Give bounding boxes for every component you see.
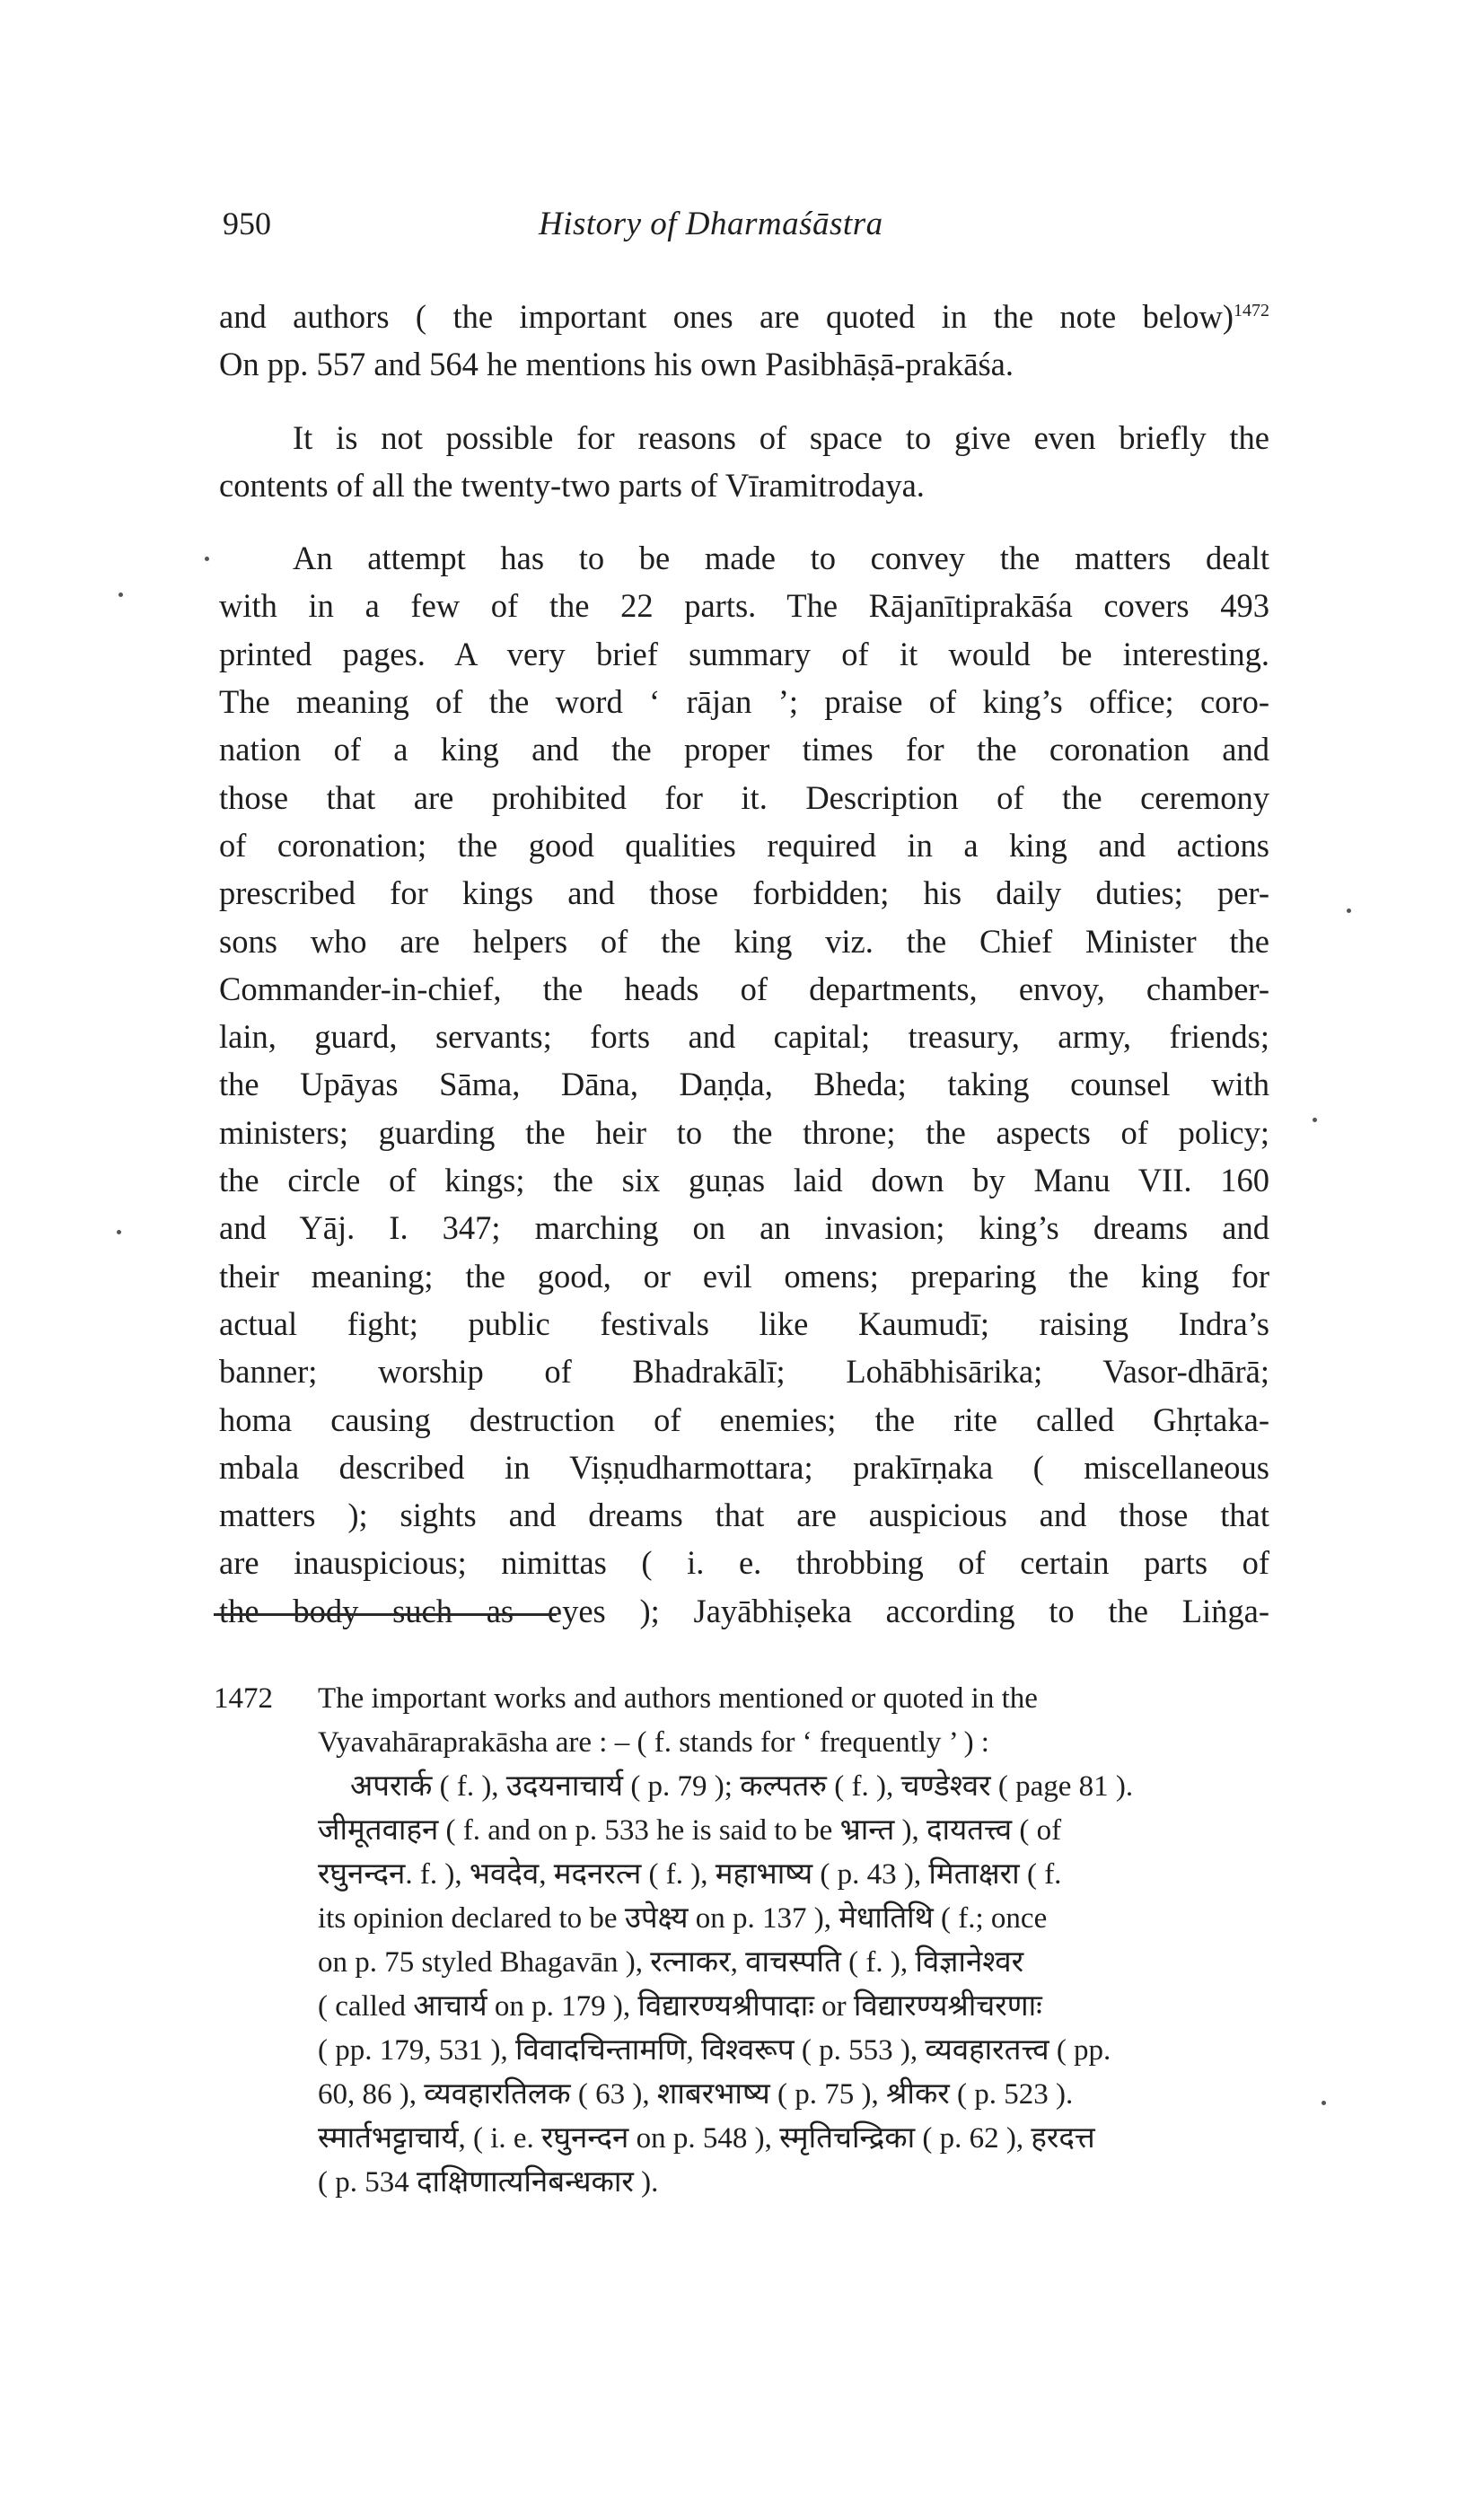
text-line: with in a few of the 22 parts. The Rājanītiprakāśa covers 493 xyxy=(219,587,1269,625)
text-line: and Yāj. I. 347; marching on an invasion; king’s dreams and xyxy=(219,1209,1269,1247)
scan-speck xyxy=(205,557,209,561)
footnote-line: जीमूतवाहन ( f. and on p. 533 he is said to be भ्रान्त ), दायतत्त्व ( of xyxy=(318,1814,1062,1847)
scan-speck xyxy=(119,593,123,597)
text-line: actual fight; public festivals like Kaumudī; raising Indra’s xyxy=(219,1304,1269,1342)
text-line: An attempt has to be made to convey the matters dealt xyxy=(293,540,1269,577)
paragraph-1 xyxy=(219,293,1269,389)
footnote-line: ( p. 534 दाक्षिणात्यनिबन्धकार ). xyxy=(318,2166,659,2199)
scan-speck xyxy=(1313,1118,1317,1122)
text-line: homa causing destruction of enemies; the rite called Ghṛtaka- xyxy=(219,1400,1269,1438)
footnote-line: रघुनन्दन. f. ), भवदेव, मदनरत्न ( f. ), महाभाष्य ( p. 43 ), मिताक्षरा ( f. xyxy=(318,1858,1062,1891)
scan-speck xyxy=(1347,909,1351,913)
paragraph-2 xyxy=(219,414,1269,510)
footnote-line: on p. 75 styled Bhagavān ), रत्नाकर, वाचस्पति ( f. ), विज्ञानेश्वर xyxy=(318,1946,1024,1979)
text-line: of coronation; the good qualities required in a king and actions xyxy=(219,826,1269,864)
text-line: mbala described in Viṣṇudharmottara; prakīrṇaka ( miscellaneous xyxy=(219,1448,1269,1486)
running-title: History of Dharmaśāstra xyxy=(539,206,883,242)
text-line: The meaning of the word ‘ rājan ’; praise of king’s office; coro- xyxy=(219,683,1269,721)
paragraph-3 xyxy=(219,534,1269,1635)
text-line: lain, guard, servants; forts and capital; treasury, army, friends; xyxy=(219,1018,1269,1056)
text-line: banner; worship of Bhadrakālī; Lohābhisārika; Vasor-dhārā; xyxy=(219,1353,1269,1391)
scan-speck xyxy=(1322,2101,1326,2105)
footnote-line: Vyavahāraprakāsha are : – ( f. stands for ‘ frequently ’ ) : xyxy=(318,1726,989,1759)
text-line: nation of a king and the proper times for the coronation and xyxy=(219,731,1269,768)
scan-speck xyxy=(117,1230,121,1234)
footnote-line: स्मार्तभट्टाचार्य, ( i. e. रघुनन्दन on p. 548 ), स्मृतिचन्द्रिका ( p. 62 ), हरदत्त xyxy=(318,2122,1095,2155)
text-line: those that are prohibited for it. Description of the ceremony xyxy=(219,778,1269,816)
footnote-body xyxy=(318,1677,1273,2205)
text-line: matters ); sights and dreams that are auspicious and those that xyxy=(219,1497,1269,1534)
running-head xyxy=(0,205,1484,259)
text-line: ministers; guarding the heir to the throne; the aspects of policy; xyxy=(219,1113,1269,1151)
footnote xyxy=(214,1677,1273,2205)
page-number: 950 xyxy=(223,206,271,241)
text-line: Commander-in-chief, the heads of departments, envoy, chamber- xyxy=(219,970,1269,1007)
footnote-line: अपरार्क ( f. ), उदयनाचार्य ( p. 79 ); कल्पतरु ( f. ), चण्डेश्वर ( page 81 ). xyxy=(350,1770,1134,1803)
text-line: are inauspicious; nimittas ( i. e. throbbing of certain parts of xyxy=(219,1544,1269,1582)
footnote-reference: 1472 xyxy=(1234,300,1269,320)
footnote-line: its opinion declared to be उपेक्ष्य on p. 137 ), मेधातिथि ( f.; once xyxy=(318,1902,1048,1935)
footnote-number: 1472 xyxy=(214,1682,273,1715)
text-line: It is not possible for reasons of space to give even briefly the xyxy=(293,418,1269,456)
text-line: the Upāyas Sāma, Dāna, Daṇḍa, Bheda; taking counsel with xyxy=(219,1066,1269,1103)
text-line: On pp. 557 and 564 he mentions his own Pasibhāṣā-prakāśa. xyxy=(219,346,1014,383)
footnote-line: 60, 86 ), व्यवहारतिलक ( 63 ), शाबरभाष्य ( p. 75 ), श्रीकर ( p. 523 ). xyxy=(318,2078,1074,2111)
text-line: prescribed for kings and those forbidden; his daily duties; per- xyxy=(219,874,1269,912)
body-text xyxy=(219,293,1269,1660)
footnote-line: ( pp. 179, 531 ), विवादचिन्तामणि, विश्वरूप ( p. 553 ), व्यवहारतत्त्व ( pp. xyxy=(318,2034,1111,2067)
text-line: sons who are helpers of the king viz. the Chief Minister the xyxy=(219,922,1269,960)
text-line: the circle of kings; the six guṇas laid down by Manu VII. 160 xyxy=(219,1162,1269,1199)
text-line: the body such as eyes ); Jayābhiṣeka according to the Liṅga- xyxy=(219,1592,1269,1629)
footnote-divider xyxy=(214,1613,557,1616)
text-line: contents of all the twenty-two parts of Vīramitrodaya. xyxy=(219,466,925,504)
footnote-line: The important works and authors mentioned or quoted in the xyxy=(318,1682,1038,1715)
text-line: printed pages. A very brief summary of it would be interesting. xyxy=(219,635,1269,672)
text-line: and authors ( the important ones are quoted in the note below)$^{1472}$ xyxy=(219,298,1269,335)
footnote-line: ( called आचार्य on p. 179 ), विद्यारण्यश्रीपादाः or विद्यारण्यश्रीचरणाः xyxy=(318,1990,1042,2023)
text-line: their meaning; the good, or evil omens; preparing the king for xyxy=(219,1257,1269,1295)
